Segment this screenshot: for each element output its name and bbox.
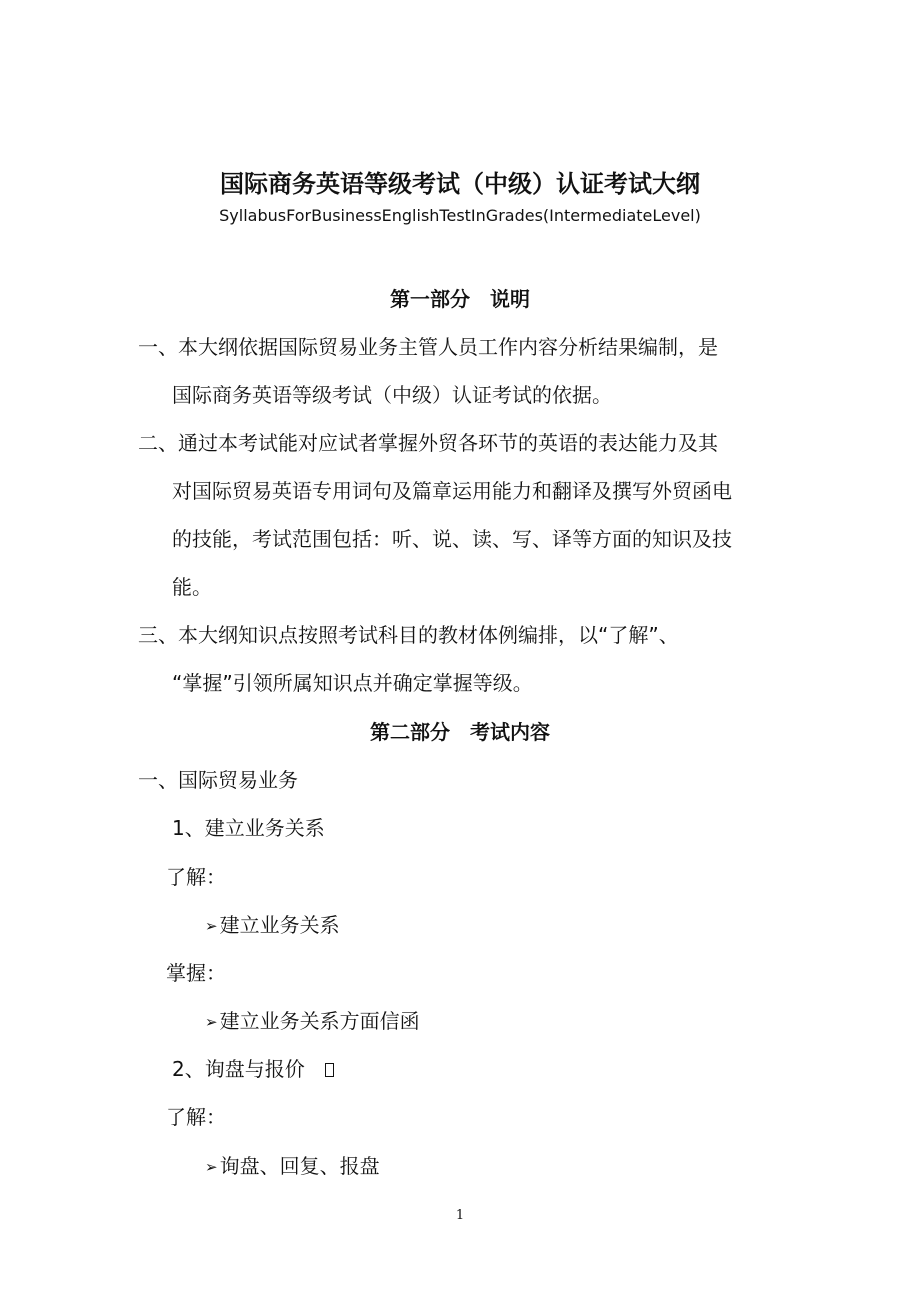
missing-glyph-icon [325,1063,334,1077]
arrow-bullet-icon: ➢ [205,1013,218,1031]
sub2-understand-label: 了解： [166,1105,226,1129]
document-subtitle: SyllabusForBusinessEnglishTestInGrades(IntermediateLevel) [219,206,701,225]
part1-item2-line3: 的技能，考试范围包括：听、说、读、写、译等方面的知识及技 [172,527,732,551]
sub2-understand-item: 询盘、回复、报盘 [219,1154,380,1178]
arrow-bullet-icon: ➢ [205,1158,218,1176]
part1-item1-line1: 一、本大纲依据国际贸易业务主管人员工作内容分析结果编制，是 [138,335,718,359]
part1-item3-line1: 三、本大纲知识点按照考试科目的教材体例编排，以“了解”、 [138,623,679,647]
part2-heading: 第二部分 考试内容 [370,720,550,744]
part1-item2-line4: 能。 [172,575,212,599]
sub1-understand-bullet [205,909,340,942]
sub1-understand-label: 了解： [166,865,226,889]
section1-title: 一、国际贸易业务 [138,768,298,792]
sub2-understand-bullet [205,1150,380,1183]
arrow-bullet-icon: ➢ [205,917,218,935]
part1-item2-line1: 二、通过本考试能对应试者掌握外贸各环节的英语的表达能力及其 [138,431,718,455]
part1-item3-line2: “掌握”引领所属知识点并确定掌握等级。 [172,671,533,695]
sub1-master-item: 建立业务关系方面信函 [219,1009,420,1033]
sub2-title-row [172,1053,334,1085]
part1-item1-line2: 国际商务英语等级考试（中级）认证考试的依据。 [172,383,612,407]
page-number: 1 [455,1208,465,1223]
part1-item2-line2: 对国际贸易英语专用词句及篇章运用能力和翻译及撰写外贸函电 [172,479,732,503]
document-title: 国际商务英语等级考试（中级）认证考试大纲 [220,170,700,198]
part1-heading: 第一部分 说明 [390,287,530,311]
sub1-master-label: 掌握： [166,961,226,985]
sub1-title: 1、建立业务关系 [172,816,325,840]
sub2-title: 2、询盘与报价 [172,1057,305,1081]
sub1-master-bullet [205,1005,420,1038]
sub1-understand-item: 建立业务关系 [219,913,340,937]
